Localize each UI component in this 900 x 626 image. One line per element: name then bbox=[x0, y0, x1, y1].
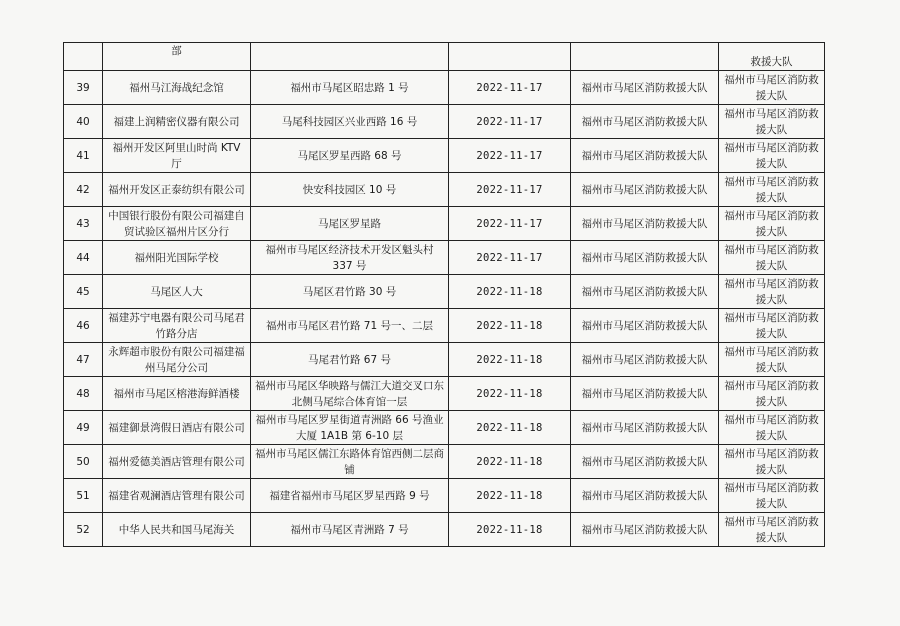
address-cell: 马尾区君竹路 30 号 bbox=[251, 275, 449, 309]
table-row bbox=[64, 207, 825, 241]
department-cell: 福州市马尾区消防救援大队 bbox=[571, 445, 719, 479]
table-row bbox=[64, 411, 825, 445]
department-cell: 福州市马尾区消防救援大队 bbox=[571, 207, 719, 241]
row-number-cell: 44 bbox=[64, 241, 103, 275]
rescue-unit-cell: 福州市马尾区消防救援大队 bbox=[719, 445, 825, 479]
department-cell: 福州市马尾区消防救援大队 bbox=[571, 71, 719, 105]
table-row bbox=[64, 445, 825, 479]
row-number-cell: 40 bbox=[64, 105, 103, 139]
date-cell: 2022-11-18 bbox=[449, 377, 571, 411]
date-cell: 2022-11-17 bbox=[449, 207, 571, 241]
date-cell: 2022-11-17 bbox=[449, 241, 571, 275]
row-number-cell: 48 bbox=[64, 377, 103, 411]
date-cell: 2022-11-17 bbox=[449, 173, 571, 207]
address-cell: 马尾区罗星西路 68 号 bbox=[251, 139, 449, 173]
table-row bbox=[64, 513, 825, 547]
row-number-cell: 49 bbox=[64, 411, 103, 445]
unit-name-cell: 福州爱德美酒店管理有限公司 bbox=[103, 445, 251, 479]
rescue-unit-cell: 福州市马尾区消防救援大队 bbox=[719, 71, 825, 105]
rescue-unit-cell: 福州市马尾区消防救援大队 bbox=[719, 275, 825, 309]
header-cell-address bbox=[251, 43, 449, 71]
date-cell: 2022-11-17 bbox=[449, 71, 571, 105]
row-number-cell: 41 bbox=[64, 139, 103, 173]
unit-name-cell: 福州阳光国际学校 bbox=[103, 241, 251, 275]
table-row bbox=[64, 343, 825, 377]
unit-name-cell: 马尾区人大 bbox=[103, 275, 251, 309]
date-cell: 2022-11-18 bbox=[449, 309, 571, 343]
row-number-cell: 39 bbox=[64, 71, 103, 105]
table-row bbox=[64, 139, 825, 173]
rescue-unit-cell: 福州市马尾区消防救援大队 bbox=[719, 513, 825, 547]
table-row bbox=[64, 275, 825, 309]
table-row bbox=[64, 309, 825, 343]
address-cell: 马尾区罗星路 bbox=[251, 207, 449, 241]
header-unit-text: 救援大队 bbox=[750, 56, 793, 68]
department-cell: 福州市马尾区消防救援大队 bbox=[571, 105, 719, 139]
table-body bbox=[64, 43, 825, 547]
header-cell-no bbox=[64, 43, 103, 71]
date-cell: 2022-11-18 bbox=[449, 343, 571, 377]
department-cell: 福州市马尾区消防救援大队 bbox=[571, 479, 719, 513]
department-cell: 福州市马尾区消防救援大队 bbox=[571, 241, 719, 275]
row-number-cell: 43 bbox=[64, 207, 103, 241]
inspection-table bbox=[63, 42, 825, 547]
unit-name-cell: 福建御景湾假日酒店有限公司 bbox=[103, 411, 251, 445]
rescue-unit-cell: 福州市马尾区消防救援大队 bbox=[719, 173, 825, 207]
table-row bbox=[64, 105, 825, 139]
date-cell: 2022-11-18 bbox=[449, 411, 571, 445]
date-cell: 2022-11-17 bbox=[449, 139, 571, 173]
address-cell: 福州市马尾区昭忠路 1 号 bbox=[251, 71, 449, 105]
unit-name-cell: 中国银行股份有限公司福建自贸试验区福州片区分行 bbox=[103, 207, 251, 241]
date-cell: 2022-11-17 bbox=[449, 105, 571, 139]
row-number-cell: 47 bbox=[64, 343, 103, 377]
address-cell: 福州市马尾区君竹路 71 号一、二层 bbox=[251, 309, 449, 343]
unit-name-cell: 福州开发区阿里山时尚 KTV 厅 bbox=[103, 139, 251, 173]
rescue-unit-cell: 福州市马尾区消防救援大队 bbox=[719, 343, 825, 377]
rescue-unit-cell: 福州市马尾区消防救援大队 bbox=[719, 479, 825, 513]
address-cell: 马尾科技园区兴业西路 16 号 bbox=[251, 105, 449, 139]
header-cell-dept bbox=[571, 43, 719, 71]
date-cell: 2022-11-18 bbox=[449, 275, 571, 309]
address-cell: 福建省福州市马尾区罗星西路 9 号 bbox=[251, 479, 449, 513]
department-cell: 福州市马尾区消防救援大队 bbox=[571, 343, 719, 377]
department-cell: 福州市马尾区消防救援大队 bbox=[571, 411, 719, 445]
date-cell: 2022-11-18 bbox=[449, 479, 571, 513]
rescue-unit-cell: 福州市马尾区消防救援大队 bbox=[719, 309, 825, 343]
table-row bbox=[64, 173, 825, 207]
department-cell: 福州市马尾区消防救援大队 bbox=[571, 377, 719, 411]
address-cell: 福州市马尾区儒江东路体育馆西侧二层商铺 bbox=[251, 445, 449, 479]
rescue-unit-cell: 福州市马尾区消防救援大队 bbox=[719, 207, 825, 241]
address-cell: 福州市马尾区经济技术开发区魁头村 337 号 bbox=[251, 241, 449, 275]
header-cell-name: 部 bbox=[103, 43, 251, 71]
unit-name-cell: 福州市马尾区榕港海鲜酒楼 bbox=[103, 377, 251, 411]
unit-name-cell: 中华人民共和国马尾海关 bbox=[103, 513, 251, 547]
unit-name-cell: 福建上润精密仪器有限公司 bbox=[103, 105, 251, 139]
department-cell: 福州市马尾区消防救援大队 bbox=[571, 309, 719, 343]
department-cell: 福州市马尾区消防救援大队 bbox=[571, 173, 719, 207]
address-cell: 福州市马尾区青洲路 7 号 bbox=[251, 513, 449, 547]
date-cell: 2022-11-18 bbox=[449, 445, 571, 479]
department-cell: 福州市马尾区消防救援大队 bbox=[571, 275, 719, 309]
unit-name-cell: 永辉超市股份有限公司福建福州马尾分公司 bbox=[103, 343, 251, 377]
row-number-cell: 42 bbox=[64, 173, 103, 207]
rescue-unit-cell: 福州市马尾区消防救援大队 bbox=[719, 105, 825, 139]
address-cell: 福州市马尾区罗星街道青洲路 66 号渔业大厦 1A1B 第 6-10 层 bbox=[251, 411, 449, 445]
rescue-unit-cell: 福州市马尾区消防救援大队 bbox=[719, 139, 825, 173]
header-cell-date bbox=[449, 43, 571, 71]
table-row bbox=[64, 71, 825, 105]
address-cell: 快安科技园区 10 号 bbox=[251, 173, 449, 207]
address-cell: 福州市马尾区华映路与儒江大道交叉口东北侧马尾综合体育馆一层 bbox=[251, 377, 449, 411]
unit-name-cell: 福州马江海战纪念馆 bbox=[103, 71, 251, 105]
table-row bbox=[64, 241, 825, 275]
continued-header-row bbox=[64, 43, 825, 71]
unit-name-cell: 福建省观澜酒店管理有限公司 bbox=[103, 479, 251, 513]
unit-name-cell: 福建苏宁电器有限公司马尾君竹路分店 bbox=[103, 309, 251, 343]
table-row bbox=[64, 479, 825, 513]
header-cell-unit bbox=[719, 43, 825, 71]
row-number-cell: 52 bbox=[64, 513, 103, 547]
row-number-cell: 46 bbox=[64, 309, 103, 343]
unit-name-cell: 福州开发区正泰纺织有限公司 bbox=[103, 173, 251, 207]
department-cell: 福州市马尾区消防救援大队 bbox=[571, 513, 719, 547]
row-number-cell: 50 bbox=[64, 445, 103, 479]
table-row bbox=[64, 377, 825, 411]
rescue-unit-cell: 福州市马尾区消防救援大队 bbox=[719, 377, 825, 411]
rescue-unit-cell: 福州市马尾区消防救援大队 bbox=[719, 241, 825, 275]
row-number-cell: 45 bbox=[64, 275, 103, 309]
row-number-cell: 51 bbox=[64, 479, 103, 513]
date-cell: 2022-11-18 bbox=[449, 513, 571, 547]
rescue-unit-cell: 福州市马尾区消防救援大队 bbox=[719, 411, 825, 445]
address-cell: 马尾君竹路 67 号 bbox=[251, 343, 449, 377]
department-cell: 福州市马尾区消防救援大队 bbox=[571, 139, 719, 173]
